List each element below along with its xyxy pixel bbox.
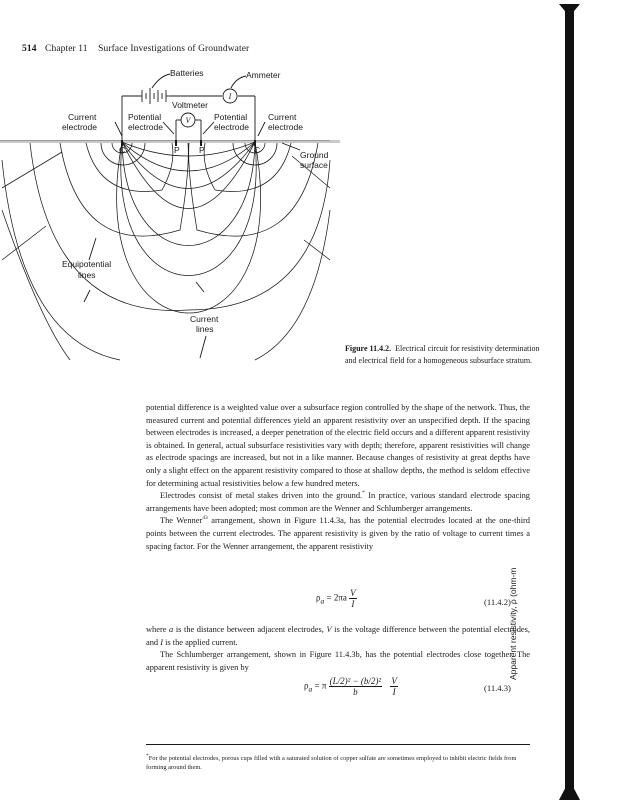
voltmeter-symbol: V xyxy=(185,116,191,125)
paragraph-5: The Schlumberger arrangement, shown in Figure 11.4.3b, has the potential electrodes close together. The apparent resistivity is given by xyxy=(146,650,530,672)
electrode-p-left: P xyxy=(174,145,180,155)
current-lines-label-2: lines xyxy=(196,324,214,334)
current-lines-label-1: Current xyxy=(190,314,219,324)
paragraph-2: Electrodes consist of metal stakes driven into the ground.* In practice, various standard electrode spacing arrangements have been adopted; most common are the Wenner and Schlumberger arrangements. xyxy=(146,490,530,513)
equation-number-2: (11.4.3) xyxy=(484,683,511,693)
running-head xyxy=(22,44,249,54)
current-electrode-right-label-1: Current xyxy=(268,112,297,122)
equipotential-label-2: lines xyxy=(78,270,96,280)
figure-caption-number: Figure 11.4.2. xyxy=(345,344,392,353)
electrode-c-left: C xyxy=(119,145,126,155)
electrode-p-right: P xyxy=(199,145,205,155)
page-number: 514 xyxy=(22,44,37,54)
equation-11-4-3: $\rho_a = \pi$ $\frac{\text{(L/2)² − (b/2)²}}{b}$ $\frac{V}{I}$ xyxy=(304,676,397,697)
paragraph-1: potential difference is a weighted value over a subsurface region controlled by the shape of the network. Thus, the measured current and potential differences yield an apparent resistivity over an unspecified depth. If the spacing between electrodes is increased, a deeper penetration of the electric field occurs and a different apparent resistivity is obtained. In general, actual subsurface resistivities vary with depth; therefore, apparent resistivities will change as electrode spacings are increased, but not in a like manner. Because changes of resistivity at great depths have only a slight effect on the apparent resistivity compared to those at shallow depths, the method is seldom effective for determining actual resistivities below a few hundred meters. xyxy=(146,403,530,488)
potential-electrode-left-label-2: electrode xyxy=(128,122,163,132)
side-axis-label: Apparent resistivity, ρ (ohm-m xyxy=(508,567,518,680)
resistivity-figure xyxy=(0,60,340,370)
footnote: *For the potential electrodes, porous cups filled with a saturated solution of copper sulfate are sometimes employed to inhibit electric fields from forming around them. xyxy=(146,752,517,772)
current-electrode-left-label-1: Current xyxy=(68,112,97,122)
body-text xyxy=(146,402,530,553)
electrode-c-right: C xyxy=(254,145,261,155)
potential-electrode-left-label-1: Potential xyxy=(128,112,162,122)
potential-electrode-right-label-1: Potential xyxy=(214,112,248,122)
scan-bar xyxy=(565,6,574,798)
current-lines xyxy=(117,142,261,313)
paragraph-4: where a is the distance between adjacent electrodes, V is the voltage difference between the potential electrodes, and I is the applied current. xyxy=(146,625,530,647)
ground-surface-label-2: surface xyxy=(300,160,328,170)
chapter-number: Chapter 11 xyxy=(45,44,88,54)
equipotential-lines xyxy=(2,143,330,360)
figure-caption-text: Electrical circuit for resistivity determination and electrical field for a homogeneous subsurface stratum. xyxy=(345,344,540,365)
figure-caption xyxy=(345,343,545,367)
potential-electrode-right-label-2: electrode xyxy=(214,122,249,132)
footnote-rule xyxy=(146,744,530,745)
equation-11-4-2: $\rho_a = 2\pi a$ $\frac{V}{I}$ xyxy=(316,588,356,609)
current-electrode-right-label-2: electrode xyxy=(268,122,303,132)
ammeter-label: Ammeter xyxy=(246,70,281,80)
equation-number-1: (11.4.2) xyxy=(484,597,511,607)
ground-surface-label-1: Ground xyxy=(300,150,329,160)
batteries-label: Batteries xyxy=(170,68,204,78)
scan-bar-bottom-cap xyxy=(559,784,580,800)
voltmeter-label: Voltmeter xyxy=(172,100,208,110)
equipotential-label-1: Equipotential xyxy=(62,259,112,269)
current-electrode-left-label-2: electrode xyxy=(62,122,97,132)
paragraph-3: The Wenner$^{43}$ arrangement, shown in Figure 11.4.3a, has the potential electrodes located at the one-third points between the current electrodes. The apparent resistivity is given by the ratio of voltage to current times a spacing factor. For the Wenner arrangement, the apparent resistivity xyxy=(146,515,530,551)
chapter-title: Surface Investigations of Groundwater xyxy=(98,44,250,54)
ammeter-symbol: I xyxy=(228,92,232,101)
body-text-2 xyxy=(146,624,530,674)
